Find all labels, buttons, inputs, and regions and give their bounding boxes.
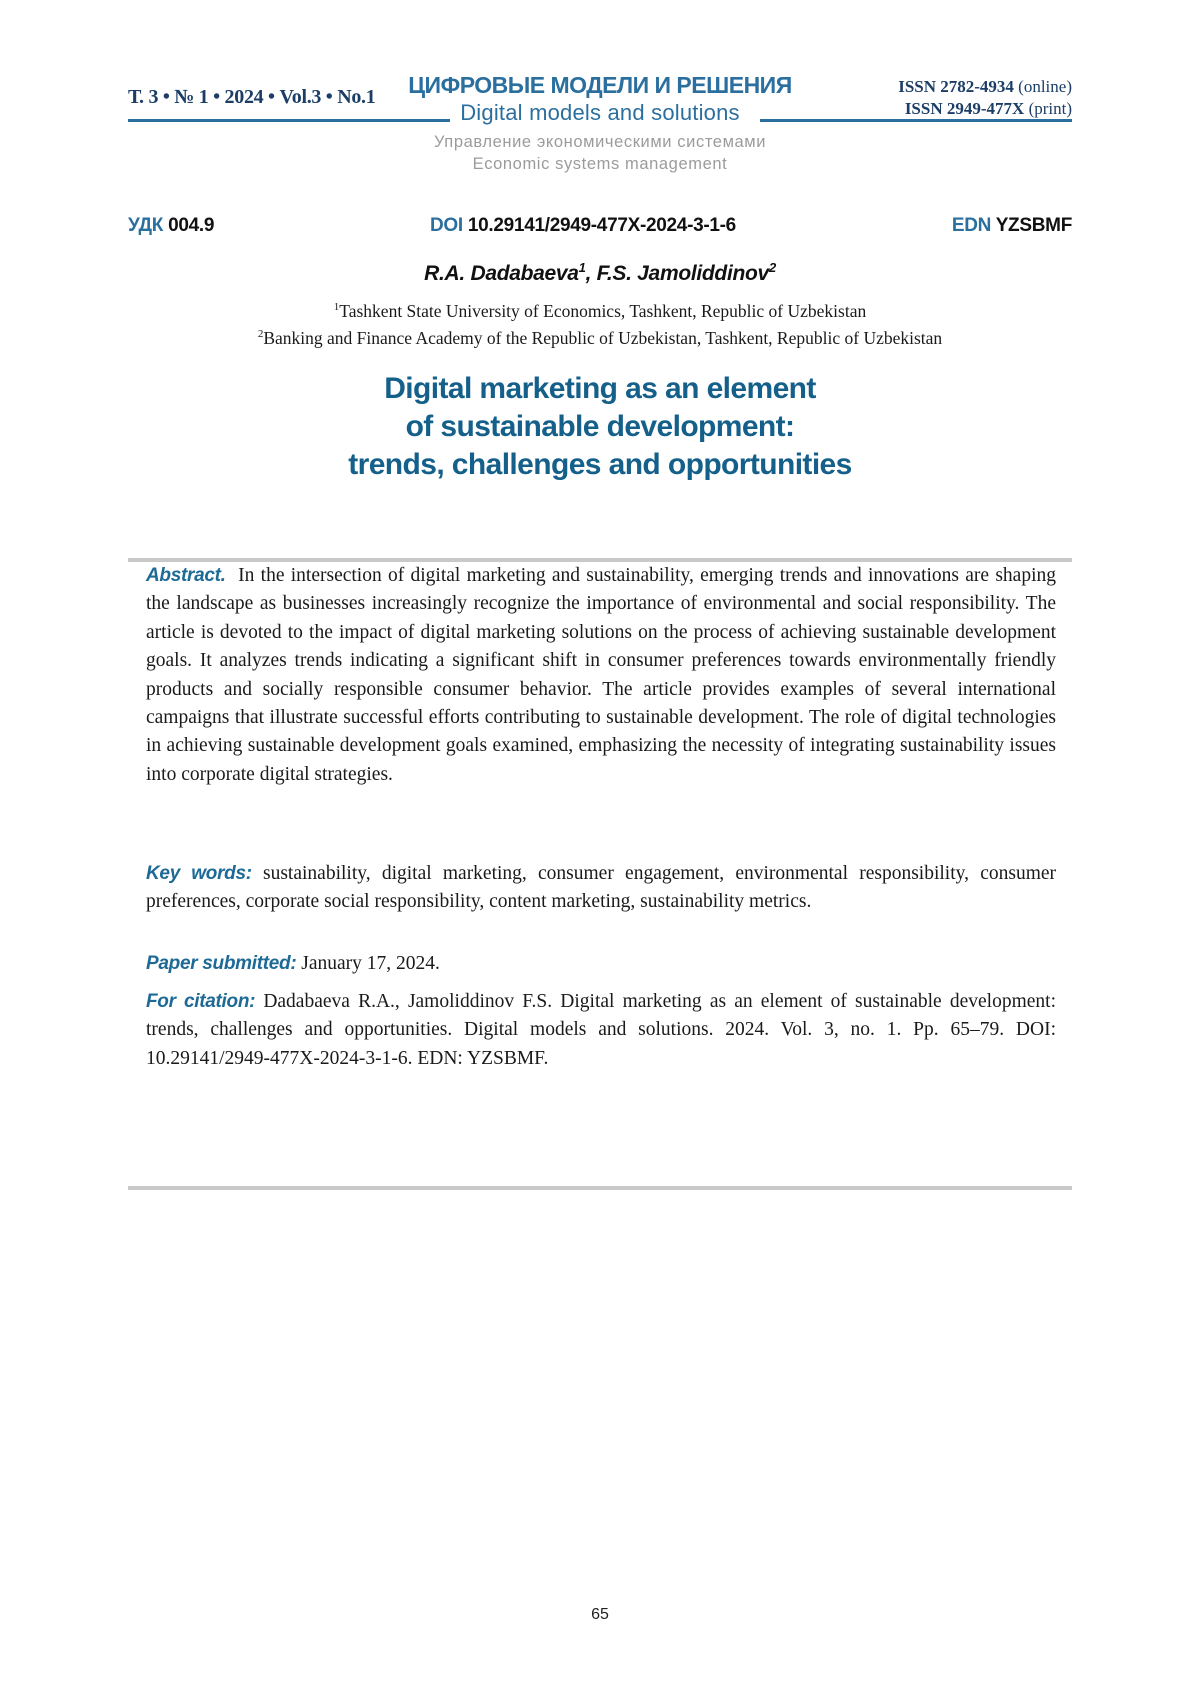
- issn-online-code: ISSN 2782-4934: [898, 77, 1014, 96]
- article-title: [0, 370, 1200, 484]
- doi-entry: [430, 215, 736, 237]
- edn-value: YZSBMF: [995, 215, 1072, 236]
- udk-entry: [128, 215, 214, 237]
- page-number: 65: [591, 1606, 609, 1623]
- affiliation-2-text: Banking and Finance Academy of the Republic of Uzbekistan, Tashkent, Republic of Uzbekistan: [263, 328, 943, 349]
- authors-line: [0, 260, 1200, 286]
- affiliation-1-text: Tashkent State University of Economics, Tashkent, Republic of Uzbekistan: [339, 301, 867, 321]
- doi-value: 10.29141/2949-477X-2024-3-1-6: [467, 215, 736, 236]
- citation-label: For citation:: [146, 991, 256, 1012]
- article-title-line-2: of sustainable development:: [405, 410, 795, 443]
- article-title-line-1: Digital marketing as an element: [384, 372, 816, 405]
- keywords-label: Key words:: [146, 863, 252, 884]
- issn-print-code: ISSN 2949-477X: [904, 99, 1025, 119]
- author-1-name: R.A. Dadabaeva: [424, 262, 579, 285]
- affiliation-1: [0, 298, 1200, 325]
- abstract-paragraph: [146, 562, 1056, 789]
- udk-value: 004.9: [168, 215, 215, 236]
- udk-label: УДК: [128, 215, 164, 236]
- issn-print-note: (print): [1024, 99, 1072, 119]
- doi-label: DOI: [430, 215, 463, 236]
- authors-separator: ,: [585, 262, 597, 285]
- citation-paragraph: [146, 988, 1056, 1073]
- section-name-english: Economic systems management: [472, 155, 728, 174]
- abstract-text: In the intersection of digital marketing and sustainability, emerging trends and innovations are shaping the landscape as businesses increasingly recognize the importance of environmental and social responsibility. The article is devoted to the impact of digital marketing solutions on the process of achieving sustainable development goals. It analyzes trends indicating a significant shift in consumer preferences towards environmentally friendly products and socially responsible consumer behavior. The article provides examples of several international campaigns that illustrate successful efforts contributing to sustainable development. The role of digital technologies in achieving sustainable development goals examined, emphasizing the necessity of integrating sustainability issues into corporate digital strategies.: [146, 565, 1056, 785]
- citation-text: Dadabaeva R.A., Jamoliddinov F.S. Digital marketing as an element of sustainable development: trends, challenges and opportunities. Digital models and solutions. 2024. Vol. 3, no. 1. Pp. 65–79. DOI: 10.29141/2949-477X-2024-3-1-6. EDN: YZSBMF.: [146, 991, 1056, 1069]
- issn-online: [792, 76, 1072, 98]
- volume-issue-info: Т. 3 • № 1 • 2024 • Vol.3 • No.1: [128, 86, 376, 108]
- journal-title-english: Digital models and solutions: [460, 100, 740, 125]
- issn-online-note: (online): [1013, 77, 1072, 96]
- journal-title-block: [408, 72, 792, 126]
- edn-entry: [952, 215, 1072, 237]
- affiliation-1-mark: 1: [333, 301, 340, 314]
- author-2-name: F.S. Jamoliddinov: [596, 262, 769, 285]
- divider-rule-bottom: [128, 1186, 1072, 1190]
- article-meta-row: [128, 215, 1072, 237]
- author-1-affiliation-mark: 1: [578, 260, 586, 275]
- abstract-label: Abstract.: [146, 565, 226, 586]
- affiliations-block: [0, 298, 1200, 352]
- masthead-rule-left: [128, 119, 450, 122]
- masthead-rule-right: [760, 119, 1072, 122]
- affiliation-2-mark: 2: [257, 328, 264, 341]
- submitted-label: Paper submitted:: [146, 953, 297, 974]
- journal-masthead: [128, 72, 1072, 126]
- author-2-affiliation-mark: 2: [768, 260, 776, 275]
- issn-print: [792, 98, 1072, 120]
- edn-label: EDN: [951, 215, 992, 236]
- affiliation-2: [0, 325, 1200, 352]
- keywords-text: sustainability, digital marketing, consumer engagement, environmental responsibility, consumer preferences, corporate social responsibility, content marketing, sustainability metrics.: [146, 863, 1057, 913]
- submitted-date: January 17, 2024.: [301, 953, 440, 974]
- article-title-line-3: trends, challenges and opportunities: [348, 448, 852, 481]
- journal-section: [0, 131, 1200, 176]
- journal-title-russian: ЦИФРОВЫЕ МОДЕЛИ И РЕШЕНИЯ: [408, 72, 792, 98]
- submitted-paragraph: [146, 950, 1056, 978]
- section-name-russian: Управление экономическими системами: [433, 133, 767, 151]
- keywords-paragraph: [146, 860, 1056, 917]
- issn-block: [792, 72, 1072, 120]
